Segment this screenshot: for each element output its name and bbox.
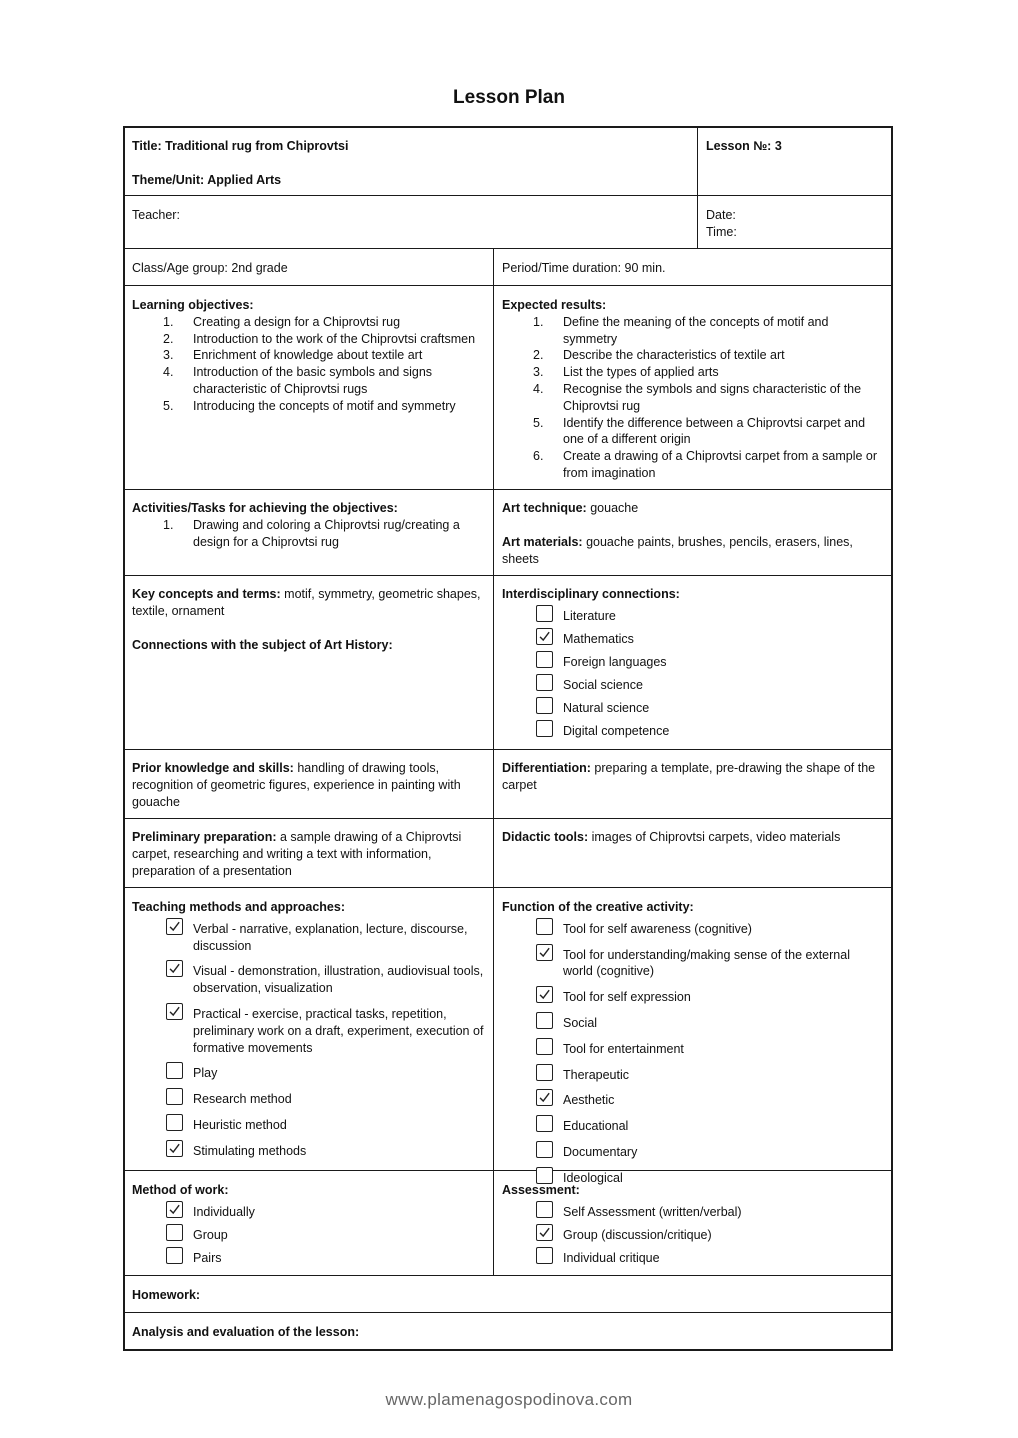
checkmark-icon bbox=[538, 1091, 551, 1104]
list-item: 2. Introduction to the work of the Chiprovtsi craftsmen bbox=[163, 331, 476, 346]
checkbox-item bbox=[502, 918, 882, 938]
checkbox-item bbox=[502, 986, 882, 1006]
lesson-analysis-field: Analysis and evaluation of the lesson: bbox=[132, 1325, 360, 1339]
checkbox-label: Ideological bbox=[563, 1170, 623, 1185]
checkbox-label: Tool for entertainment bbox=[563, 1041, 684, 1056]
list-item: 5. Introducing the concepts of motif and symmetry bbox=[163, 398, 456, 413]
checkbox-item bbox=[502, 1089, 882, 1109]
learning-objectives-heading: Learning objectives: bbox=[132, 298, 254, 312]
checkbox-unchecked[interactable] bbox=[536, 1201, 553, 1218]
table-divider bbox=[493, 248, 494, 1275]
checkbox-label: Group bbox=[193, 1227, 228, 1242]
checkbox-label: Play bbox=[193, 1066, 218, 1081]
checkbox-item bbox=[502, 1012, 882, 1032]
checkbox-unchecked[interactable] bbox=[166, 1247, 183, 1264]
checkbox-unchecked[interactable] bbox=[536, 674, 553, 691]
art-history-connections: Connections with the subject of Art History: bbox=[132, 637, 393, 652]
checkbox-unchecked[interactable] bbox=[536, 1247, 553, 1264]
checkbox-item bbox=[502, 1247, 882, 1270]
lesson-title: Title: Traditional rug from Chiprovtsi bbox=[132, 139, 349, 153]
checkbox-label: Foreign languages bbox=[563, 654, 667, 669]
creative-activity-function bbox=[502, 899, 882, 1193]
table-divider bbox=[123, 195, 893, 196]
key-concepts-terms: Key concepts and terms: motif, symmetry, geometric shapes, textile, ornament bbox=[132, 587, 481, 618]
table-divider bbox=[123, 285, 893, 286]
checkbox-item bbox=[132, 1224, 487, 1247]
checkmark-icon bbox=[538, 988, 551, 1001]
checkmark-icon bbox=[538, 630, 551, 643]
checkmark-icon bbox=[168, 962, 181, 975]
list-item: 6. Create a drawing of a Chiprovtsi carpet from a sample or from imagination bbox=[533, 449, 878, 480]
checkbox-item bbox=[132, 1114, 487, 1134]
date-time-cell bbox=[706, 207, 737, 241]
checkbox-item bbox=[502, 944, 882, 981]
checkmark-icon bbox=[538, 946, 551, 959]
checkbox-label: Social bbox=[563, 1015, 598, 1030]
checkmark-icon bbox=[168, 1203, 181, 1216]
checkbox-unchecked[interactable] bbox=[536, 1038, 553, 1055]
checkbox-label: Stimulating methods bbox=[193, 1143, 307, 1158]
checkbox-unchecked[interactable] bbox=[536, 720, 553, 737]
table-divider bbox=[123, 887, 893, 888]
checkbox-unchecked[interactable] bbox=[536, 918, 553, 935]
checkmark-icon bbox=[168, 1142, 181, 1155]
list-item: 3. List the types of applied arts bbox=[533, 365, 719, 380]
checkbox-item bbox=[502, 720, 882, 743]
table-divider bbox=[123, 749, 893, 750]
list-item: 1. Creating a design for a Chiprovtsi rug bbox=[163, 314, 401, 329]
list-item: 4. Recognise the symbols and signs characteristic of the Chiprovtsi rug bbox=[533, 381, 862, 413]
checkbox-checked[interactable] bbox=[166, 1140, 183, 1157]
homework-field: Homework: bbox=[132, 1288, 201, 1302]
art-materials: Art materials: gouache paints, brushes, pencils, erasers, lines, sheets bbox=[502, 534, 853, 566]
learning-objectives bbox=[132, 297, 487, 415]
checkbox-item bbox=[502, 1115, 882, 1135]
checkbox-label: Aesthetic bbox=[563, 1093, 615, 1108]
table-divider bbox=[123, 1275, 893, 1276]
checkmark-icon bbox=[168, 920, 181, 933]
date-field: Date: bbox=[706, 208, 736, 222]
checkbox-label: Digital competence bbox=[563, 723, 670, 738]
expected-results-heading: Expected results: bbox=[502, 298, 607, 312]
checkbox-label: Visual - demonstration, illustration, audiovisual tools, observation, visualization bbox=[193, 964, 484, 996]
lesson-number-cell bbox=[706, 138, 886, 155]
checkbox-label: Mathematics bbox=[563, 631, 634, 646]
teacher-field: Teacher: bbox=[132, 208, 180, 222]
checkbox-checked[interactable] bbox=[166, 1201, 183, 1218]
checkbox-item bbox=[502, 1064, 882, 1084]
checkbox-checked[interactable] bbox=[166, 960, 183, 977]
checkbox-label: Tool for self awareness (cognitive) bbox=[563, 921, 752, 936]
list-item: 1. Define the meaning of the concepts of motif and symmetry bbox=[533, 314, 829, 346]
checkbox-item bbox=[132, 1003, 487, 1056]
checkbox-checked[interactable] bbox=[536, 986, 553, 1003]
interdisciplinary-connections bbox=[502, 586, 882, 743]
differentiation: Differentiation: preparing a template, pre-drawing the shape of the carpet bbox=[502, 761, 876, 792]
activities-tasks bbox=[132, 500, 487, 550]
checkbox-label: Therapeutic bbox=[563, 1067, 630, 1082]
checkbox-label: Practical - exercise, practical tasks, repetition, preliminary work on a draft, experiment, execution of formative movements bbox=[193, 1006, 484, 1055]
assessment bbox=[502, 1182, 882, 1270]
checkbox-label: Social science bbox=[563, 677, 643, 692]
interdisciplinary-heading: Interdisciplinary connections: bbox=[502, 587, 680, 601]
checkbox-unchecked[interactable] bbox=[536, 1064, 553, 1081]
checkbox-checked[interactable] bbox=[166, 918, 183, 935]
checkbox-item bbox=[502, 697, 882, 720]
checkbox-label: Educational bbox=[563, 1119, 629, 1134]
checkbox-label: Tool for self expression bbox=[563, 990, 691, 1005]
expected-results bbox=[502, 297, 882, 482]
table-divider bbox=[697, 126, 698, 248]
checkbox-label: Verbal - narrative, explanation, lecture, discourse, discussion bbox=[193, 921, 468, 953]
checkbox-item bbox=[502, 1224, 882, 1247]
checkbox-unchecked[interactable] bbox=[536, 605, 553, 622]
checkbox-label: Natural science bbox=[563, 700, 650, 715]
checkbox-checked[interactable] bbox=[536, 1089, 553, 1106]
checkmark-icon bbox=[168, 1005, 181, 1018]
checkbox-item bbox=[132, 918, 487, 955]
checkbox-label: Group (discussion/critique) bbox=[563, 1227, 712, 1242]
checkbox-label: Tool for understanding/making sense of the external world (cognitive) bbox=[563, 947, 850, 979]
key-concepts bbox=[132, 586, 487, 653]
checkbox-label: Research method bbox=[193, 1092, 292, 1107]
class-age-group: Class/Age group: 2nd grade bbox=[132, 261, 288, 275]
checkbox-unchecked[interactable] bbox=[536, 651, 553, 668]
assessment-heading: Assessment: bbox=[502, 1183, 580, 1197]
checkbox-unchecked[interactable] bbox=[536, 1115, 553, 1132]
table-divider bbox=[123, 248, 893, 249]
checkbox-item bbox=[502, 651, 882, 674]
checkbox-checked[interactable] bbox=[166, 1003, 183, 1020]
list-item: 2. Describe the characteristics of textile art bbox=[533, 348, 785, 363]
checkbox-label: Documentary bbox=[563, 1144, 638, 1159]
checkbox-label: Individually bbox=[193, 1204, 255, 1219]
checkbox-item bbox=[132, 1088, 487, 1108]
prior-knowledge: Prior knowledge and skills: handling of drawing tools, recognition of geometric figures, experience in painting with gouache bbox=[132, 761, 461, 809]
checkbox-checked[interactable] bbox=[536, 628, 553, 645]
footer-url: www.plamenagospodinova.com bbox=[385, 1390, 633, 1409]
checkbox-item bbox=[132, 960, 487, 997]
teaching-methods bbox=[132, 899, 487, 1166]
checkbox-item bbox=[502, 1201, 882, 1224]
method-of-work bbox=[132, 1182, 487, 1270]
checkbox-item bbox=[502, 628, 882, 651]
checkbox-item bbox=[502, 1141, 882, 1161]
page-title: Lesson Plan bbox=[453, 87, 565, 108]
checkbox-item bbox=[502, 674, 882, 697]
preliminary-preparation: Preliminary preparation: a sample drawing of a Chiprovtsi carpet, researching and writing a text with information, preparation of a presentation bbox=[132, 830, 462, 878]
checkbox-unchecked[interactable] bbox=[166, 1224, 183, 1241]
theme-unit: Theme/Unit: Applied Arts bbox=[132, 172, 282, 187]
checkbox-item bbox=[502, 1038, 882, 1058]
title-cell bbox=[132, 138, 687, 189]
list-item: 3. Enrichment of knowledge about textile art bbox=[163, 348, 423, 363]
checkbox-unchecked[interactable] bbox=[536, 1141, 553, 1158]
checkbox-unchecked[interactable] bbox=[166, 1062, 183, 1079]
checkbox-unchecked[interactable] bbox=[536, 697, 553, 714]
checkbox-item bbox=[132, 1201, 487, 1224]
list-item: 4. Introduction of the basic symbols and signs characteristic of Chiprovtsi rugs bbox=[163, 365, 433, 396]
checkbox-item bbox=[132, 1247, 487, 1270]
checkbox-label: Self Assessment (written/verbal) bbox=[563, 1204, 742, 1219]
lesson-number: Lesson №: 3 bbox=[706, 139, 782, 153]
art-technique: Art technique: gouache bbox=[502, 501, 639, 515]
checkbox-unchecked[interactable] bbox=[166, 1088, 183, 1105]
checkbox-unchecked[interactable] bbox=[536, 1012, 553, 1029]
checkbox-unchecked[interactable] bbox=[166, 1114, 183, 1131]
table-divider bbox=[123, 575, 893, 576]
checkmark-icon bbox=[538, 1226, 551, 1239]
checkbox-label: Pairs bbox=[193, 1250, 222, 1265]
teaching-methods-heading: Teaching methods and approaches: bbox=[132, 900, 346, 914]
creative-function-heading: Function of the creative activity: bbox=[502, 900, 694, 914]
table-divider bbox=[123, 1312, 893, 1313]
checkbox-label: Individual critique bbox=[563, 1250, 660, 1265]
period-duration: Period/Time duration: 90 min. bbox=[502, 261, 666, 275]
checkbox-item bbox=[132, 1140, 487, 1160]
checkbox-checked[interactable] bbox=[536, 944, 553, 961]
art-technique-materials bbox=[502, 500, 882, 567]
table-divider bbox=[123, 489, 893, 490]
checkbox-label: Literature bbox=[563, 608, 616, 623]
checkbox-item bbox=[502, 605, 882, 628]
table-divider bbox=[123, 818, 893, 819]
didactic-tools: Didactic tools: images of Chiprovtsi carpets, video materials bbox=[502, 830, 841, 844]
checkbox-item bbox=[132, 1062, 487, 1082]
list-item: 1. Drawing and coloring a Chiprovtsi rug/creating a design for a Chiprovtsi rug bbox=[163, 517, 460, 549]
activities-heading: Activities/Tasks for achieving the objectives: bbox=[132, 501, 398, 515]
list-item: 5. Identify the difference between a Chiprovtsi carpet and one of a different origin bbox=[533, 415, 866, 447]
method-of-work-heading: Method of work: bbox=[132, 1183, 229, 1197]
time-field: Time: bbox=[706, 224, 737, 239]
checkbox-checked[interactable] bbox=[536, 1224, 553, 1241]
checkbox-label: Heuristic method bbox=[193, 1117, 287, 1132]
